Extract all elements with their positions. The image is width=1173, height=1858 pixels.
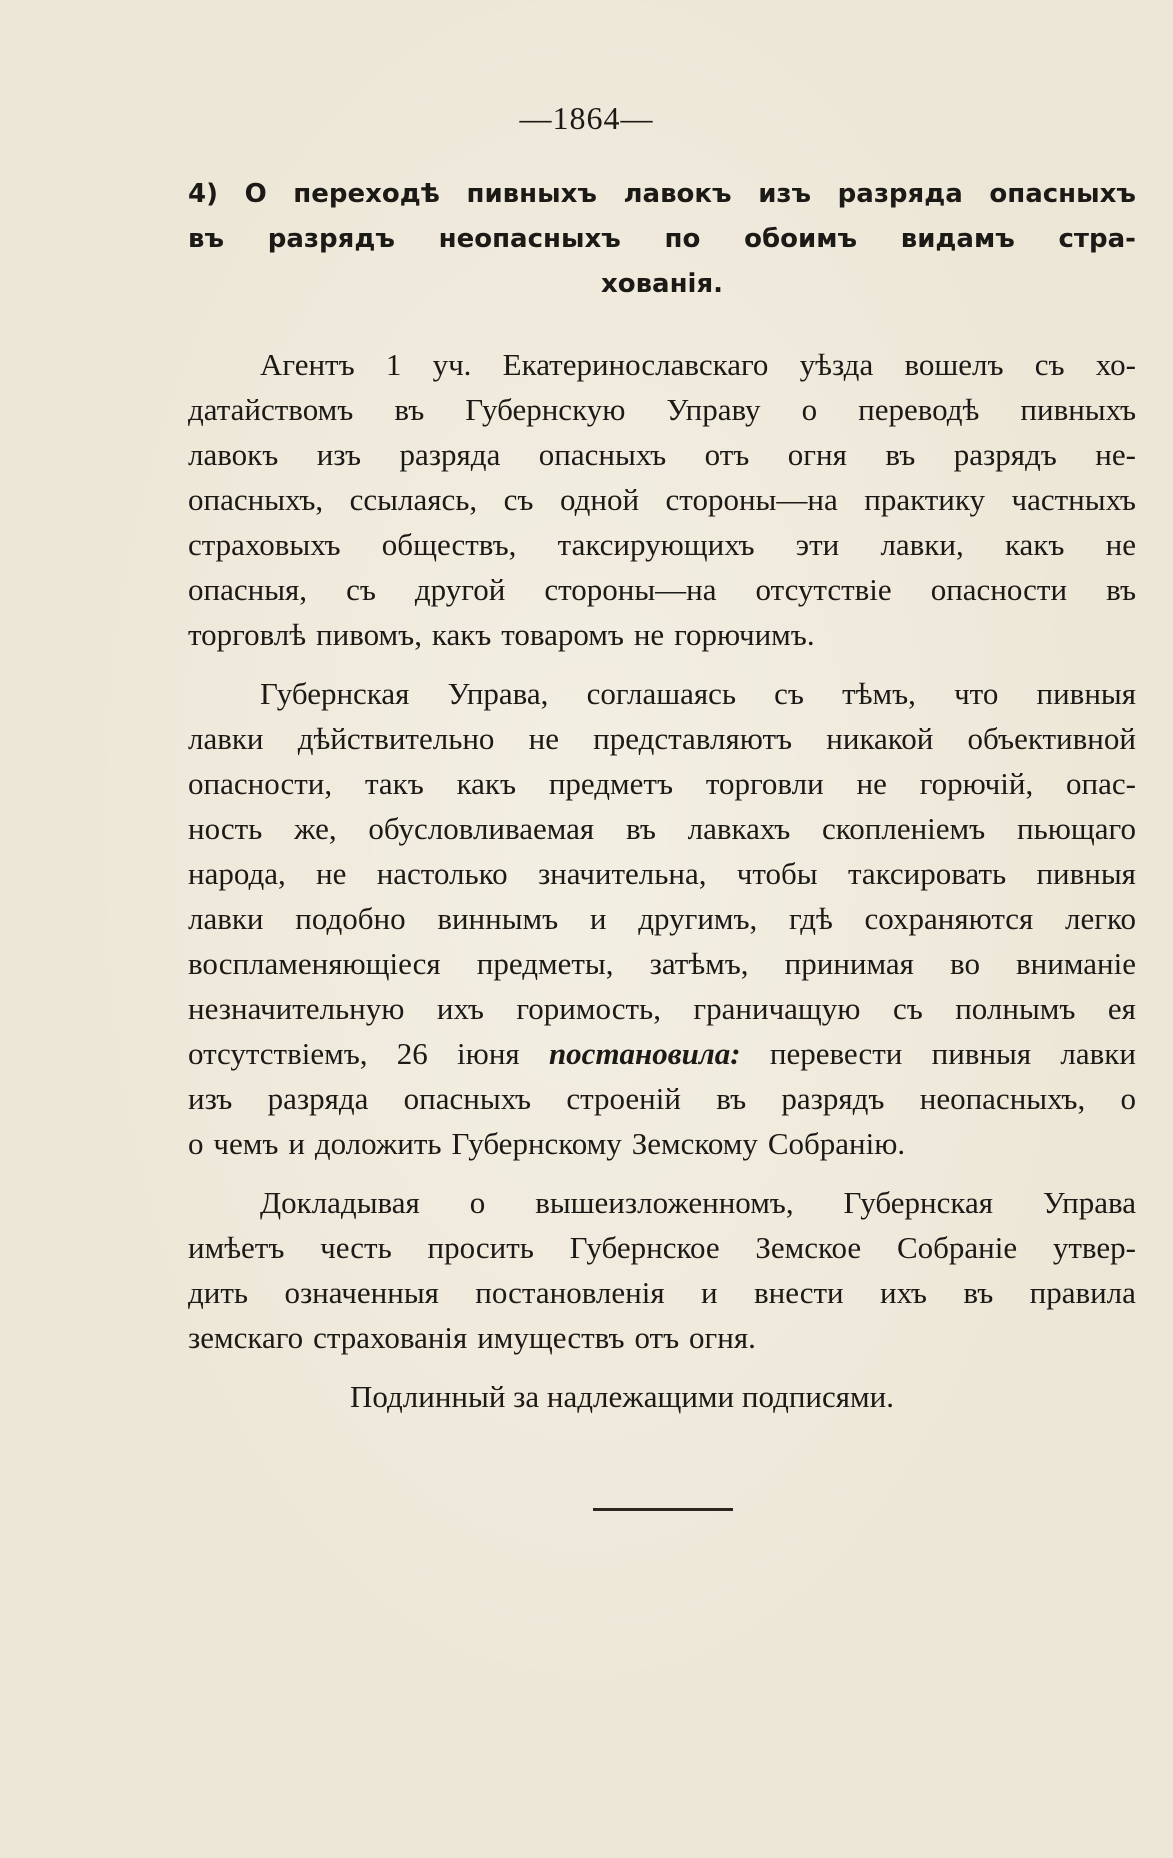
heading-line — [188, 217, 1136, 262]
word: чтобы — [736, 856, 818, 891]
heading-word: разряда — [837, 179, 963, 209]
word: въ — [963, 1275, 994, 1310]
word: 1 — [385, 347, 402, 382]
word: Собраніе — [896, 1230, 1018, 1265]
text-line — [188, 1225, 1136, 1270]
text-line — [188, 1076, 1136, 1121]
word: воспламеняющіеся — [188, 946, 441, 981]
word: лавокъ — [188, 437, 279, 472]
word: гдѣ — [789, 901, 833, 936]
heading-word: видамъ — [900, 224, 1015, 254]
word: граничащую — [693, 991, 861, 1026]
page-number: —1864— — [519, 100, 654, 136]
word: 26 — [396, 1036, 428, 1071]
word: доложить — [314, 1126, 442, 1161]
word: какъ — [456, 766, 517, 801]
word: во — [950, 946, 980, 981]
word: какъ — [431, 617, 492, 652]
word: постановила: — [548, 1036, 741, 1071]
document-body — [188, 172, 1136, 1419]
word: страховыхъ — [188, 527, 341, 562]
word: съ — [503, 482, 534, 517]
heading-word: пивныхъ — [466, 179, 597, 209]
word: въ — [625, 811, 656, 846]
text-line — [188, 986, 1136, 1031]
word: опасныхъ — [403, 1081, 532, 1116]
heading-word: опасныхъ — [989, 179, 1136, 209]
word: товаромъ — [501, 617, 624, 652]
word: датайствомъ — [188, 392, 354, 427]
paragraph-agent-request — [188, 342, 1136, 657]
heading-word: неопасныхъ — [438, 224, 621, 254]
word: Губернское — [569, 1230, 720, 1265]
word: сохраняются — [864, 901, 1034, 936]
text-line — [188, 1315, 1136, 1360]
word: опасности — [930, 572, 1068, 607]
heading-word: по — [664, 224, 701, 254]
word: какъ — [1004, 527, 1065, 562]
word: эти — [795, 527, 840, 562]
heading-word: изъ — [758, 179, 812, 209]
word: пивныя — [1036, 856, 1136, 891]
text-line — [188, 1270, 1136, 1315]
word: не — [856, 766, 887, 801]
word: уч. — [432, 347, 472, 382]
heading-word: стра- — [1058, 224, 1136, 254]
heading-word: переходѣ — [293, 179, 440, 209]
word: въ — [394, 392, 425, 427]
word: Губернская — [260, 676, 410, 711]
word: изъ — [188, 1081, 233, 1116]
word: пивныя — [931, 1036, 1032, 1071]
word: таксировать — [847, 856, 1007, 891]
word: лавки — [1060, 1036, 1136, 1071]
word: имуществъ — [477, 1320, 625, 1355]
text-line — [188, 387, 1136, 432]
word: горючимъ. — [674, 617, 815, 652]
word: іюня — [457, 1036, 520, 1071]
word: опасности, — [188, 766, 333, 801]
word: практику — [864, 482, 985, 517]
closing-rule — [593, 1508, 733, 1511]
word: съ — [346, 572, 376, 607]
word: соглашаясь — [586, 676, 736, 711]
word: принимая — [784, 946, 914, 981]
word: опасныя, — [188, 572, 308, 607]
word: о — [801, 392, 818, 427]
spacer — [188, 657, 1136, 671]
word: страхованія — [313, 1320, 468, 1355]
signature-note: Подлинный за надлежащими подписями. — [350, 1379, 894, 1414]
text-line — [188, 851, 1136, 896]
text-line — [188, 1031, 1136, 1076]
word: значительна, — [537, 856, 707, 891]
word: одной — [559, 482, 640, 517]
word: правила — [1029, 1275, 1136, 1310]
word: не- — [1095, 437, 1136, 472]
word: вышеизложенномъ, — [535, 1185, 794, 1220]
word: торговли — [705, 766, 824, 801]
word: ихъ — [880, 1275, 927, 1310]
word: о — [188, 1126, 204, 1161]
word: разряда — [267, 1081, 369, 1116]
word: о — [1120, 1081, 1136, 1116]
word: Управу — [666, 392, 761, 427]
paragraph-report — [188, 1180, 1136, 1360]
word: перевести — [769, 1036, 903, 1071]
word: въ — [716, 1081, 747, 1116]
word: внести — [753, 1275, 844, 1310]
word: ея — [1107, 991, 1136, 1026]
word: о — [469, 1185, 486, 1220]
word: пивныя — [1036, 676, 1136, 711]
word: и — [589, 901, 607, 936]
word: что — [954, 676, 999, 711]
word: никакой — [826, 721, 934, 756]
text-line — [188, 342, 1136, 387]
heading-line — [188, 262, 1136, 307]
word: опас- — [1066, 766, 1136, 801]
word: лавки, — [880, 527, 964, 562]
word: такъ — [364, 766, 424, 801]
word: опасныхъ, — [188, 482, 324, 517]
word: объективной — [967, 721, 1136, 756]
word: не — [316, 856, 347, 891]
word: тѣмъ, — [842, 676, 916, 711]
word: незначительную — [188, 991, 405, 1026]
word: вошелъ — [904, 347, 1004, 382]
heading-word: хованія. — [600, 269, 724, 299]
word: ность — [188, 811, 263, 846]
word: пьющаго — [1016, 811, 1136, 846]
word: и — [288, 1126, 305, 1161]
word: неопасныхъ, — [919, 1081, 1086, 1116]
word: Управа — [1042, 1185, 1136, 1220]
word: честь — [320, 1230, 392, 1265]
word: просить — [427, 1230, 534, 1265]
word: съ — [1034, 347, 1065, 382]
heading-word: разрядъ — [267, 224, 395, 254]
heading-line — [188, 172, 1136, 217]
word: Земскому — [631, 1126, 758, 1161]
heading-word: въ — [188, 224, 224, 254]
word: пивныхъ — [1020, 392, 1136, 427]
word: частныхъ — [1011, 482, 1136, 517]
word: другой — [414, 572, 506, 607]
word: Земское — [755, 1230, 862, 1265]
spacer — [188, 1166, 1136, 1180]
word: огня. — [689, 1320, 756, 1355]
word: уѣзда — [799, 347, 874, 382]
word: другимъ, — [638, 901, 758, 936]
word: Екатеринославскаго — [502, 347, 769, 382]
word: народа, — [188, 856, 286, 891]
word: лавки — [188, 721, 264, 756]
word: съ — [774, 676, 804, 711]
word: Губернская — [843, 1185, 993, 1220]
word: полнымъ — [955, 991, 1076, 1026]
word: лавки — [188, 901, 264, 936]
word: постановленія — [475, 1275, 665, 1310]
heading-word: О — [244, 179, 267, 209]
text-line — [188, 432, 1136, 477]
word: таксирующихъ — [557, 527, 755, 562]
spacer — [188, 1360, 1136, 1374]
word: дить — [188, 1275, 249, 1310]
word: вниманіе — [1016, 946, 1136, 981]
word: въ — [885, 437, 916, 472]
word: разрядъ — [953, 437, 1057, 472]
text-line — [188, 477, 1136, 522]
word: опасныхъ — [538, 437, 667, 472]
word: горимость, — [516, 991, 661, 1026]
text-line — [188, 671, 1136, 716]
word: отъ — [634, 1320, 680, 1355]
word: и — [701, 1275, 718, 1310]
word: Управа, — [447, 676, 549, 711]
heading-word: обоимъ — [744, 224, 857, 254]
word: обществъ, — [381, 527, 517, 562]
word: съ — [892, 991, 923, 1026]
word: торговлѣ — [188, 617, 307, 652]
text-line — [188, 941, 1136, 986]
section-heading — [188, 172, 1136, 307]
word: лавкахъ — [687, 811, 791, 846]
word: пивомъ, — [316, 617, 422, 652]
paragraph-board-decision — [188, 671, 1136, 1166]
word: Губернскую — [465, 392, 626, 427]
word: ссылаясь, — [349, 482, 478, 517]
word: стороны—на — [665, 482, 838, 517]
word: отъ — [704, 437, 750, 472]
word: не — [1105, 527, 1136, 562]
word: подобно — [295, 901, 406, 936]
text-line — [188, 522, 1136, 567]
word: Собранію. — [767, 1126, 906, 1161]
word: предметъ — [548, 766, 674, 801]
word: легко — [1065, 901, 1136, 936]
word: дѣйствительно — [297, 721, 495, 756]
word: отсутствіе — [755, 572, 892, 607]
word: настолько — [376, 856, 508, 891]
word: отсутствіемъ, — [188, 1036, 368, 1071]
word: затѣмъ, — [649, 946, 749, 981]
word: обусловливаемая — [368, 811, 595, 846]
word: въ — [1106, 572, 1136, 607]
word: разряда — [399, 437, 501, 472]
word: хо- — [1095, 347, 1136, 382]
word: земскаго — [188, 1320, 304, 1355]
word: разрядъ — [781, 1081, 885, 1116]
word: виннымъ — [437, 901, 559, 936]
word: строеній — [566, 1081, 681, 1116]
text-line — [188, 896, 1136, 941]
word: стороны—на — [544, 572, 717, 607]
word: ихъ — [436, 991, 484, 1026]
word: же, — [294, 811, 337, 846]
heading-word: лавокъ — [623, 179, 732, 209]
text-line — [188, 716, 1136, 761]
word: представляютъ — [593, 721, 793, 756]
word: Докладывая — [260, 1185, 420, 1220]
word: изъ — [316, 437, 362, 472]
word: чемъ — [213, 1126, 279, 1161]
text-line — [188, 761, 1136, 806]
heading-word: 4) — [188, 179, 218, 209]
text-line — [188, 1121, 1136, 1166]
text-line — [188, 1180, 1136, 1225]
word: горючій, — [919, 766, 1034, 801]
text-line — [188, 806, 1136, 851]
text-line — [188, 567, 1136, 612]
word: переводѣ — [858, 392, 980, 427]
spacer — [188, 307, 1136, 342]
word: скопленіемъ — [822, 811, 986, 846]
word: утвер- — [1052, 1230, 1136, 1265]
word: не — [633, 617, 665, 652]
word: означенныя — [284, 1275, 439, 1310]
word: имѣетъ — [188, 1230, 285, 1265]
word: огня — [787, 437, 847, 472]
text-line — [188, 612, 1136, 657]
word: Агентъ — [260, 347, 355, 382]
word: предметы, — [476, 946, 614, 981]
word: не — [528, 721, 559, 756]
word: Губернскому — [451, 1126, 622, 1161]
